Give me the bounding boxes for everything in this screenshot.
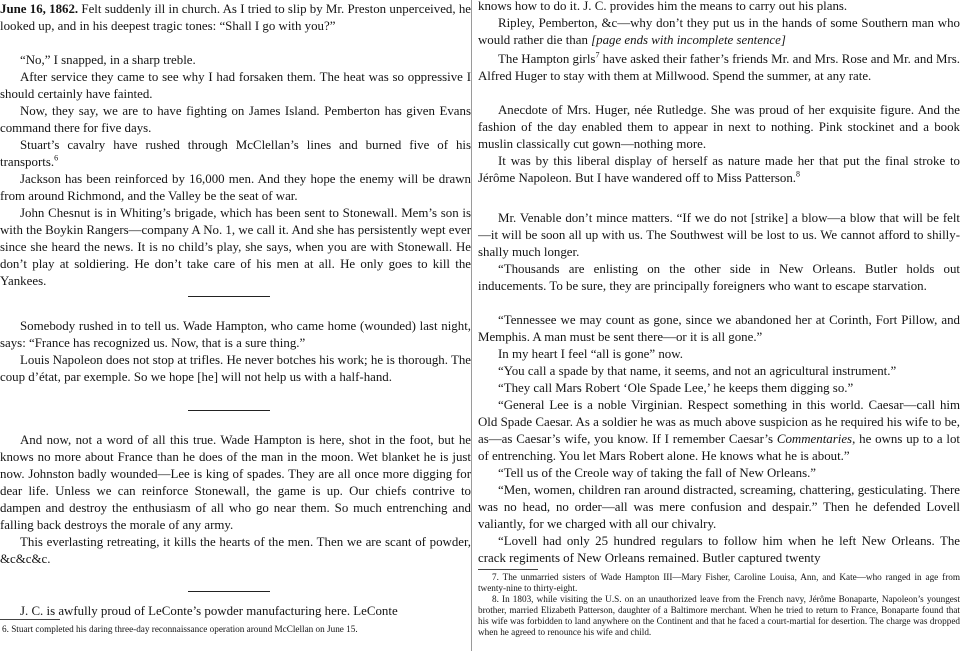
footnote-6: 6. Stuart completed his daring three-day reconnaissance operation around McClellan on June 15.	[2, 624, 358, 634]
paragraph-jackson: Jackson has been reinforced by 16,000 men. And they hope the enemy will be drawn from around Richmond, and the Valley be the seat of war.	[0, 172, 471, 203]
paragraph-and-now: And now, not a word of all this true. Wade Hampton is here, shot in the foot, but he knows no more about France than he does of the man in the moon. Wet blanket he is just now. Johnston badly wounded—Lee is king of spades. They are all once more digging for dear life. Unless we can reinforce Stonewall, the game is up. Our chiefs contrive to dampen and destroy the enthusiasm of all who go near them. So much entrenching and falling back destroys the morale of any army.	[0, 433, 471, 532]
footnote-8: 8. In 1803, while visiting the U.S. on an unauthorized leave from the French navy, Jérôme Bonaparte, Napoleon’s youngest brother, married Elizabeth Patterson, daughter of a Baltimore merchant. When he tried to return to France, Bonaparte found that his wife was forbidden to land anywhere on the Continent and that he faced a court-martial for desertion. The charge was dropped when he agreed to renounce his wife and child.	[478, 594, 960, 637]
paragraph-creole: “Tell us of the Creole way of taking the fall of New Orleans.”	[498, 466, 817, 480]
footnote-ref-8: 8	[796, 169, 801, 179]
footnote-rule	[478, 569, 538, 570]
paragraph-wade-hampton: Somebody rushed in to tell us. Wade Hampton, who came home (wounded) last night, says: “France has recognized us. Now, that is a sure thing.”	[0, 319, 471, 350]
paragraph-jc-powder: J. C. is awfully proud of LeConte’s powder manufacturing here. LeConte	[20, 604, 398, 618]
paragraph-james-island: Now, they say, we are to have fighting on James Island. Pemberton has given Evans command there for five days.	[0, 104, 471, 135]
footnote-ref-6: 6	[54, 153, 59, 163]
section-divider	[188, 296, 270, 297]
footnote-ref-7: 7	[595, 50, 600, 60]
paragraph-john-chesnut: John Chesnut is in Whiting’s brigade, which has been sent to Stonewall. Mem’s son is with the Boykin Rangers—company A No. 1, we call it. And she has persistently wept ever since she heard the news. It is no child’s play, she says, when you are with Stonewall. He don’t play at soldiering. He don’t take care of his men at all. He only goes to kill the Yankees.	[0, 206, 471, 288]
paragraph-stuart-cavalry: Stuart’s cavalry have rushed through McClellan’s lines and burned five of his transports.$^6$	[0, 138, 471, 169]
entry-opening-paragraph: June 16, 1862. Felt suddenly ill in church. As I tried to slip by Mr. Preston unperceived, he looked up, and in his deepest tragic tones: “Shall I go with you?”	[0, 2, 471, 33]
paragraph-spade: “You call a spade by that name, it seems, and not an agricultural instrument.”	[498, 364, 897, 378]
right-page	[478, 0, 960, 651]
paragraph-everlasting-retreating: This everlasting retreating, it kills the hearts of the men. Then we are scant of powder, &c&c&c.	[0, 535, 471, 566]
paragraph-tennessee: “Tennessee we may count as gone, since we abandoned her at Corinth, Fort Pillow, and Memphis. A man must be sent there—or it is all gone.”	[478, 313, 960, 344]
paragraph-venable: Mr. Venable don’t mince matters. “If we do not [strike] a blow—a blow that will be felt—it will be soon all up with us. The Southwest will be lost to us. We cannot afford to shilly-shally much longer.	[478, 211, 960, 259]
footnote-rule	[0, 619, 60, 620]
paragraph-lovell: “Lovell had only 25 hundred regulars to follow him when he left New Orleans. The crack regiments of New Orleans remained. Butler captured twenty	[478, 534, 960, 565]
paragraph-ripley: Ripley, Pemberton, &c—why don’t they put us in the hands of some Southern man who would rather die than [page ends with incomplete sentence]	[478, 16, 960, 47]
section-divider	[188, 591, 270, 592]
paragraph-mrs-huger: Anecdote of Mrs. Huger, née Rutledge. She was proud of her exquisite figure. And the fashion of the day enabled them to appear in next to nothing. Pink stockinet and a book muslin classically cut gown—nothing more.	[478, 103, 960, 151]
entry-date: June 16, 1862.	[0, 2, 79, 16]
left-page	[0, 0, 472, 651]
paragraph-louis-napoleon: Louis Napoleon does not stop at trifles. He never botches his work; he is thorough. The coup d’état, par exemple. So we hope [he] will not help us with a half-hand.	[0, 353, 471, 384]
paragraph-all-is-gone: In my heart I feel “all is gone” now.	[498, 347, 683, 361]
paragraph-hampton-girls: The Hampton girls$^7$ have asked their father’s friends Mr. and Mrs. Rose and Mr. and Mrs. Alfred Huger to stay with them at Millwood. Spend the summer, at any rate.	[478, 50, 960, 83]
paragraph-general-lee: “General Lee is a noble Virginian. Respect something in this world. Caesar—call him Old Spade Caesar. As a soldier he was as much above suspicion as he required his wife to be, as—as Caesar’s wife, you know. If I remember Caesar’s Commentaries, he owns up to a lot of entrenching. You let Mars Robert alone. He knows what he is about.”	[478, 398, 960, 463]
section-divider	[188, 410, 270, 411]
footnote-7: 7. The unmarried sisters of Wade Hampton III—Mary Fisher, Caroline Louisa, Ann, and Kate—who ranged in age from twenty-nine to thirty-eight.	[478, 572, 960, 593]
paragraph-thousands: “Thousands are enlisting on the other side in New Orleans. Butler holds out inducements. To be sure, they are principally foreigners who want to escape starvation.	[478, 262, 960, 293]
editorial-bracket: [page ends with incomplete sentence]	[591, 33, 786, 47]
paragraph-ole-spade-lee: “They call Mars Robert ‘Ole Spade Lee,’ he keeps them digging so.”	[498, 381, 854, 395]
paragraph-no: “No,” I snapped, in a sharp treble.	[20, 53, 196, 67]
paragraph-knows-how: knows how to do it. J. C. provides him the means to carry out his plans.	[478, 0, 848, 13]
paragraph-men-women-children: “Men, women, children ran around distracted, screaming, chattering, gesticulating. There was no head, no order—all was mere confusion and despair.” Then he defended Lovell valiantly, for we charged with all our chivalry.	[478, 483, 960, 531]
paragraph-liberal-display: It was by this liberal display of herself as nature made her that put the final stroke to Jérôme Napoleon. But I have wandered off to Miss Patterson.$^8$	[478, 154, 960, 185]
paragraph-after-service: After service they came to see why I had forsaken them. The heat was so oppressive I should certainly have fainted.	[0, 70, 471, 101]
